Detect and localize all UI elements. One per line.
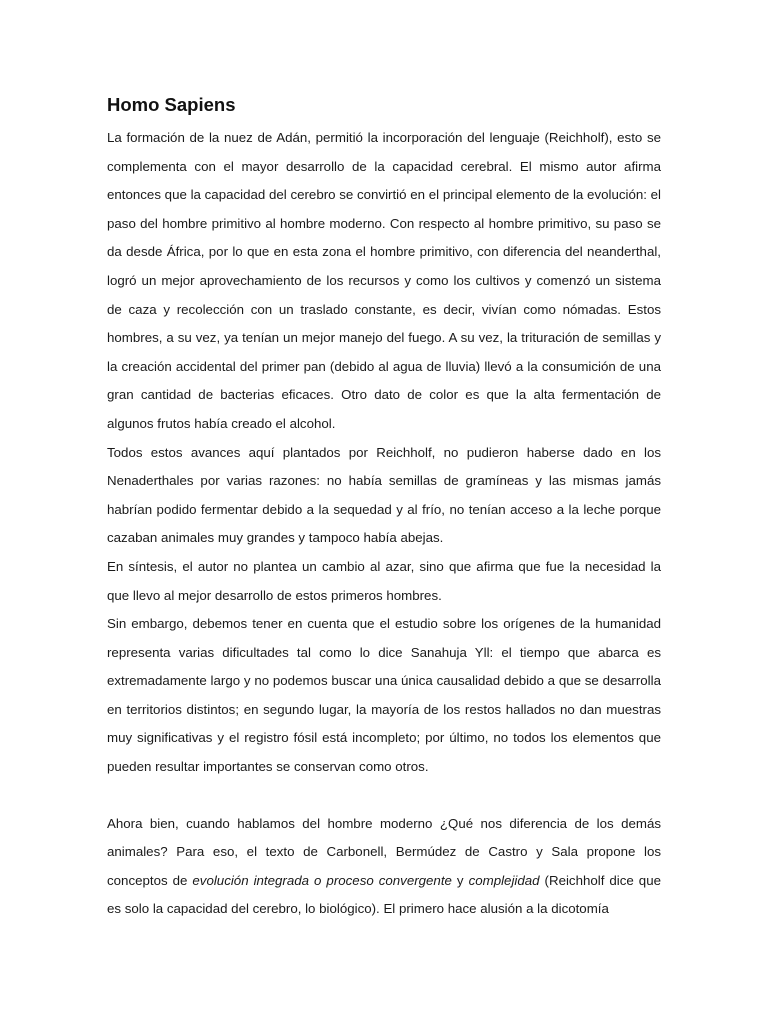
paragraph-neanderthales: Todos estos avances aquí plantados por Reichholf, no pudieron haberse dado en los Nenaderthales por varias razones: no había semillas de gramíneas y las mismas jamás habrían podido fermentar debido a la sequedad y al frío, no tenían acceso a la leche porque cazaban animales muy grandes y tampoco había abejas. [107,444,661,546]
document-title: Homo Sapiens [107,94,236,115]
document-body [107,92,661,924]
italic-term-evolucion-integrada: evolución integrada o proceso convergente [192,872,452,888]
paragraph-nuez-de-adan: La formación de la nuez de Adán, permitió la incorporación del lenguaje (Reichholf), esto se complementa con el mayor desarrollo de la capacidad cerebral. El mismo autor afirma entonces que la capacidad del cerebro se convirtió en el principal elemento de la evolución: el paso del hombre primitivo al hombre moderno. Con respecto al hombre primitivo, su paso se da desde África, por lo que en esta zona el hombre primitivo, con diferencia del neanderthal, logró un mejor aprovechamiento de los recursos y como los cultivos y comenzó un sistema de caza y recolección con un traslado constante, es decir, vivían como nómadas. Estos hombres, a su vez, ya tenían un mejor manejo del fuego. A su vez, la trituración de semillas y la creación accidental del primer pan (debido al agua de lluvia) llevó a la consumición de una gran cantidad de bacterias eficaces. Otro dato de color es que la alta fermentación de algunos frutos había creado el alcohol. [107,130,661,431]
paragraph-text-segment: y [451,872,469,888]
paragraph-dificultades: Sin embargo, debemos tener en cuenta que el estudio sobre los orígenes de la humanidad representa varias dificultades tal como lo dice Sanahuja Yll: el tiempo que abarca es extremadamente largo y no podemos buscar una única causalidad debido a que se desarrolla en territorios distintos; en segundo lugar, la mayoría de los restos hallados no dan muestras muy significativas y el registro fósil está incompleto; por último, no todos los elementos que pueden resultar importantes se conservan como otros. [107,616,661,775]
paragraph-text-segment: (Reichholf dice que es solo la capacidad del cerebro, lo biológico). El primero hace alusión a la dicotomía [107,872,661,917]
paragraph-sintesis: En síntesis, el autor no plantea un cambio al azar, sino que afirma que fue la necesidad la que llevo al mejor desarrollo de estos primeros hombres. [107,558,661,603]
italic-term-complejidad: complejidad [468,872,540,888]
paragraph-hombre-moderno [107,810,661,924]
paragraph-text-segment: Ahora bien, cuando hablamos del hombre moderno ¿Qué nos diferencia de los demás animales? Para eso, el texto de Carbonell, Bermúdez de Castro y Sala propone los conceptos de [107,815,661,888]
